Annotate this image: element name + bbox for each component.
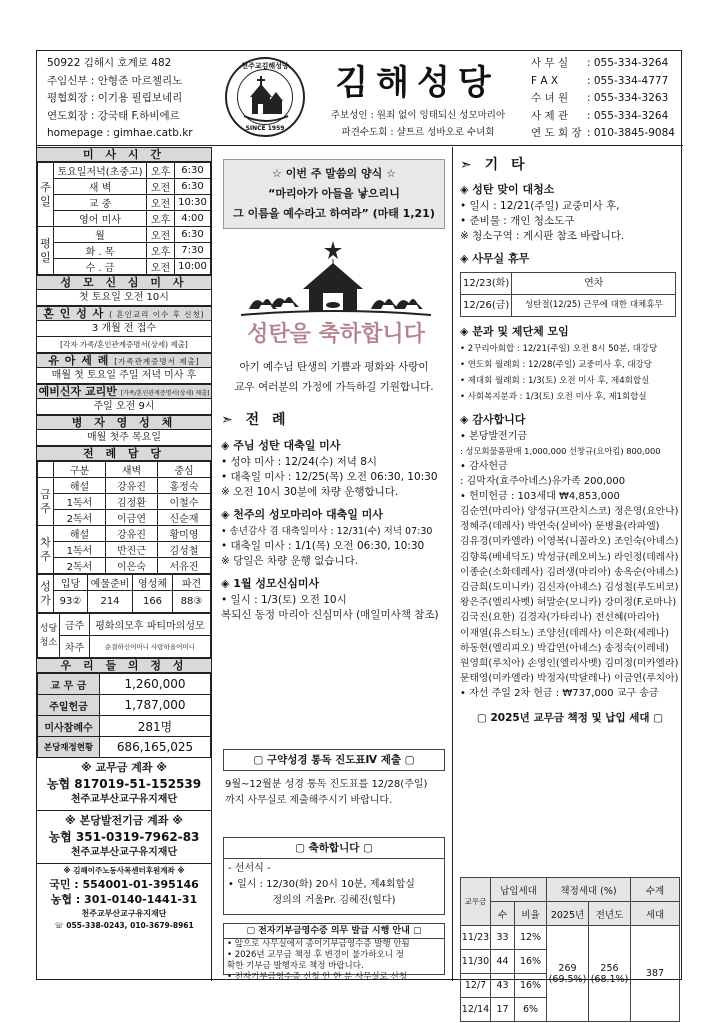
altar-head: 중심 [158, 462, 211, 478]
catechism-bar [37, 384, 211, 399]
donor-line: 이종순(소화데레사) 김려생(마리아) 송옥순(아녜스) [460, 566, 679, 578]
hymn-val: 93② [54, 591, 88, 613]
nativity-icon [241, 239, 431, 349]
tithe-rowlabel: 교무금 [461, 878, 491, 926]
nativity-illustration [241, 239, 431, 349]
donor-line: 김향록(베네딕도) 박성규(레오비노) 라인정(데레사) [460, 551, 679, 563]
altar-cell: 서유진 [158, 558, 211, 574]
account-owner: 천주교부산교구유지재단 [70, 794, 178, 805]
altar-cell: 1독서 [54, 542, 106, 558]
table-row [38, 575, 211, 591]
youth-president: 연도회장 : 강국태 F.하비에르 [47, 109, 180, 122]
jan-line: • 일시 : 1/3(토) 오전 10시 [221, 594, 347, 606]
tithe-set-2025-pct: (69.5%) [548, 973, 587, 985]
donor-line: 김순연(마리아) 양성규(프란치스코) 정은영(요안나) [460, 506, 679, 517]
marriage-bar [37, 306, 211, 321]
sisters: 파견수도회 : 샬트르 성바오로 수녀회 [341, 127, 495, 138]
altar-table [37, 461, 211, 574]
offering-value: 1,260,000 [100, 674, 211, 695]
tithe-ratio: 6% [515, 998, 547, 1022]
receipt-line: • 앞으로 사무실에서 종이기부금영수증 발행 안됨 [227, 939, 410, 949]
altar-cell: 홍정숙 [158, 478, 211, 494]
office-date: 12/23(화) [461, 273, 512, 295]
table-row [38, 195, 211, 211]
thanks-line: : 김막자(효주아녜스)유가족 200,000 [460, 476, 626, 487]
receipt-title: ▢ 전자기부금영수증 의무 발급 시행 안내 ▢ [224, 924, 444, 939]
church-icon [237, 69, 293, 125]
tithe-set-prev-value: 256 [600, 962, 619, 974]
xmas-title: ◈ 주님 성탄 대축일 미사 [221, 439, 341, 452]
altar-cell: 황미영 [158, 526, 211, 542]
mass-ampm: 오전 [147, 179, 175, 195]
contact-key: 수 녀 원 [531, 92, 569, 104]
altar-next-label: 차주 [38, 526, 54, 574]
donor-line: 원영희(루치아) 손영인(엘리사벳) 김미정(미카엘라) [460, 658, 679, 670]
hymn-val: 88③ [173, 591, 211, 613]
blank-cell [38, 462, 54, 478]
donor-line: 김유경(미카엘라) 이영복(니꼴라오) 조인숙(아녜스) [460, 536, 679, 548]
congrats-title: ▢ 축하합니다 ▢ [224, 838, 444, 859]
contact-key: F A X [531, 74, 559, 87]
tithe-ratio: 12% [515, 926, 547, 950]
middle-column [213, 147, 453, 981]
altar-cell: 김정환 [106, 494, 158, 510]
verse-box [223, 159, 445, 229]
page-title: 김해성당 [335, 63, 499, 103]
mass-time: 7:30 [175, 243, 211, 259]
baptism: 매월 첫 토요일 주일 저녁 미사 후 [37, 368, 211, 384]
verse-line: 그 이름을 예수라고 하여라” (마태 1,21) [233, 207, 435, 220]
address: 50922 김해시 호계로 482 [47, 57, 172, 69]
offering-key: 주일헌금 [38, 695, 100, 716]
tithe-date: 11/30 [461, 950, 491, 974]
christmas-greeting [223, 357, 445, 397]
donor-names [460, 504, 680, 686]
verse-title: ☆ 이번 주 말씀의 양식 ☆ [272, 167, 396, 180]
logo-text: 천주교김해성당 [241, 62, 289, 70]
tithe-num: 43 [491, 974, 515, 998]
bible-title: ▢ 구약성경 통독 진도표Ⅳ 제출 ▢ [223, 749, 445, 771]
account-number: 농협 : 301-0140-1441-31 [50, 893, 198, 906]
office-closed-table [460, 272, 676, 317]
tithe-table [460, 877, 680, 1022]
meet-line: • 사회복지분과 : 1/3(토) 오전 미사 후, 제1회합실 [460, 392, 647, 402]
account-1 [37, 758, 211, 811]
mass-time: 10:00 [175, 259, 211, 275]
contacts [531, 55, 681, 143]
table-row [38, 259, 211, 275]
table-row [38, 614, 211, 636]
xmas-line: ※ 오전 10시 30분에 차량 운행합니다. [221, 486, 399, 498]
hymn-val: 214 [88, 591, 133, 613]
account-number: 국민 : 554001-01-395146 [49, 878, 199, 891]
altar-head: 구분 [54, 462, 106, 478]
hymn-label: 성가 [38, 575, 54, 613]
xmas-line: • 성야 미사 : 12/24(수) 저녁 8시 [221, 456, 378, 468]
thanks-line: • 헌미헌금 : 103세대 ₩4,853,000 [460, 491, 620, 502]
mass-name: 화 . 목 [54, 243, 147, 259]
offering-key: 미사참례수 [38, 716, 100, 737]
donor-line: 하동현(엘리피오) 박갑연(아녜스) 송정숙(이레네) [460, 642, 669, 654]
hymn-head: 파견 [173, 575, 211, 591]
homepage-link[interactable]: homepage : gimhae.catb.kr [47, 127, 193, 139]
verse-line: “마리아가 아들을 낳으리니 [268, 187, 400, 200]
congrats-line: • 일시 : 12/30(화) 20시 10분, 제4회합실 [228, 879, 415, 890]
offering-table [37, 673, 211, 758]
office-title: ◈ 사무실 휴무 [460, 252, 530, 265]
altar-cell: 반진근 [106, 542, 158, 558]
account-title: ※ 김해이주노동사목센터후원계좌 ※ [63, 866, 185, 875]
xmas-line: • 대축일 미사 : 12/25(목) 오전 06:30, 10:30 [221, 471, 438, 483]
clean-title: ◈ 성탄 맞이 대청소 [460, 183, 555, 196]
hymn-head: 예물준비 [88, 575, 133, 591]
altar-cell: 강유진 [106, 478, 158, 494]
tithe-set-2025-value: 269 [558, 962, 577, 974]
table-row [461, 878, 680, 902]
contact-value: : 055-334-3264 [587, 109, 669, 122]
mass-time: 10:30 [175, 195, 211, 211]
meet-title: ◈ 분과 및 제단체 모임 [460, 325, 569, 338]
office-reason: 성탄절(12/25) 근무에 대한 대체휴무 [512, 295, 676, 317]
etc-title: ➣ 기 타 [460, 157, 529, 173]
altar-cell: 해설 [54, 478, 106, 494]
liturgy-section [221, 409, 439, 623]
parish-logo [225, 57, 305, 137]
congrats-line: - 선서식 - [228, 863, 271, 874]
offering-value: 686,165,025 [100, 737, 211, 758]
thanks-line: • 감사헌금 [460, 461, 508, 472]
liturgy-title: ➣ 전 례 [221, 412, 290, 428]
mass-name: 새 벽 [54, 179, 147, 195]
donor-line: 정혜주(데레사) 박연숙(실비아) 문병율(라파엘) [460, 521, 660, 533]
mass-time: 6:30 [175, 179, 211, 195]
tithe-num: 17 [491, 998, 515, 1022]
contact-value: : 055-334-4777 [587, 74, 669, 87]
tithe-households: 387 [631, 926, 680, 1022]
account-phone: ☏ 055-338-0243, 010-3679-8961 [54, 921, 194, 930]
account-3 [37, 864, 211, 933]
contact-row [531, 125, 681, 143]
tithe-ratio-head: 비율 [515, 902, 547, 926]
congrats-box [223, 837, 445, 915]
congrats-line: 정의의 거울Pr. 김혜진(힐다) [272, 895, 396, 906]
table-row [38, 510, 211, 526]
marriage-1: 3 개월 전 접수 [37, 321, 211, 337]
altar-cell: 이은숙 [106, 558, 158, 574]
bible-box [223, 749, 445, 829]
sick: 매월 첫주 목요일 [37, 430, 211, 446]
contact-value: : 010-3845-9084 [587, 127, 675, 139]
table-row [38, 716, 211, 737]
table-row [38, 591, 211, 613]
donor-line: 김금희(도미니카) 김신자(아녜스) 김성철(루도비코) [460, 582, 679, 594]
table-row [38, 674, 211, 695]
mass-ampm: 오전 [147, 259, 175, 275]
receipt-line: • 전자기부금영수증 신청 안 한 분 사무실로 신청 [227, 972, 407, 982]
tithe-count-head: 수계 [631, 878, 680, 902]
right-column [454, 147, 683, 1015]
receipt-line: • 2026년 교무금 책정 후 변경이 불가하오니 정 [227, 950, 404, 960]
account-title: ※ 본당발전기금 계좌 ※ [65, 814, 183, 827]
patron-saint: 주보성인 : 원죄 없이 잉태되신 성모마리아 [330, 110, 506, 121]
table-row [461, 902, 680, 926]
thanks-line: : 성모회물품판매 1,000,000 선창규(요아킴) 800,000 [460, 446, 661, 456]
title-sub [313, 107, 523, 141]
altar-cell: 해설 [54, 526, 106, 542]
donor-line: 문태영(미카엘라) 박정자(막달레나) 이금연(루치아) [460, 673, 679, 685]
heart-mass: 첫 토요일 오전 10시 [37, 290, 211, 306]
table-row [38, 494, 211, 510]
mass-name: 영어 미사 [54, 211, 147, 227]
meet-line: • 연도회 월례회 : 12/28(주일) 교중미사 후, 대강당 [460, 360, 652, 370]
mass-ampm: 오후 [147, 163, 175, 179]
mass-times-title: 미 사 시 간 [37, 147, 211, 162]
mass-ampm: 오전 [147, 227, 175, 243]
marriage-title: 혼 인 성 사 [43, 307, 105, 320]
clean-line: • 일시 : 12/21(주일) 교중미사 후, [460, 200, 620, 212]
weekday-label: 평일 [38, 227, 54, 275]
sunday-label: 주일 [38, 163, 54, 227]
greeting-line: 아기 예수님 탄생의 기쁨과 평화와 사랑이 [239, 361, 429, 373]
contact-value: : 055-334-3263 [587, 92, 669, 104]
mass-time: 6:30 [175, 227, 211, 243]
tithe-set-2025 [547, 926, 589, 1022]
clean-line: ※ 청소구역 : 게시판 참조 바랍니다. [460, 230, 625, 242]
table-row [38, 542, 211, 558]
mass-time: 4:00 [175, 211, 211, 227]
office-date: 12/26(금) [461, 295, 512, 317]
offering-value: 281명 [100, 716, 211, 737]
meet-line: • 2꾸리아회합 : 12/21(주일) 오전 8시 50분, 대강당 [460, 344, 658, 354]
bible-line: 9월~12월분 성경 통독 진도표를 12/28(주일) [225, 779, 428, 790]
contact-row [531, 108, 681, 126]
tithe-prev-head: 전년도 [589, 902, 631, 926]
tithe-date: 11/23 [461, 926, 491, 950]
cleaning-label: 성당청소 [38, 614, 60, 658]
mass-name: 수 . 금 [54, 259, 147, 275]
offering-value: 1,787,000 [100, 695, 211, 716]
table-row [38, 636, 211, 658]
table-row [38, 243, 211, 259]
altar-cell: 신순재 [158, 510, 211, 526]
marriage-note: ( 혼인교리 이수 후 신청) [109, 310, 205, 319]
table-row [38, 163, 211, 179]
contact-value: : 055-334-3264 [587, 57, 669, 69]
jan-title: ◈ 1월 성모신심미사 [221, 577, 320, 590]
cleaning-who: 순결하신어머니 사랑하올어머니 [90, 636, 211, 658]
table-row [38, 462, 211, 478]
table-row [38, 737, 211, 758]
table-row [38, 179, 211, 195]
receipt-box [223, 923, 445, 982]
offering-key: 본당재정현황 [38, 737, 100, 758]
mass-ampm: 오후 [147, 243, 175, 259]
account-2 [37, 811, 211, 864]
account-number: 농협 351-0319-7962-83 [48, 830, 200, 844]
baptism-bar [37, 353, 211, 368]
hymn-val: 166 [133, 591, 173, 613]
table-row [38, 695, 211, 716]
altar-cell: 이금연 [106, 510, 158, 526]
mary-line: • 대축일 미사 : 1/1(목) 오전 06:30, 10:30 [221, 540, 425, 552]
marriage-2: [각자 가족/혼인관계증명서(상세) 제출] [37, 337, 211, 353]
altar-cell: 2독서 [54, 558, 106, 574]
altar-cell: 이철수 [158, 494, 211, 510]
baptism-title: 유 아 세 례 [48, 354, 110, 367]
mary-line: ※ 당일은 차량 운행 없습니다. [221, 555, 359, 567]
contact-row [531, 90, 681, 108]
account-owner: 천주교부산교구유지재단 [70, 847, 178, 858]
council-president: 평협회장 : 이기용 필립보네리 [47, 92, 183, 104]
tithe-count-head-2: 세대 [631, 902, 680, 926]
mary-line: • 송년감사 겸 대축일미사 : 12/31(수) 저녁 07:30 [221, 526, 433, 537]
table-row [461, 273, 676, 295]
altar-cell: 김성철 [158, 542, 211, 558]
clean-line: • 준비물 : 개인 청소도구 [460, 215, 575, 227]
bible-line: 까지 사무실로 제출해주시기 바랍니다. [225, 795, 393, 806]
mass-name: 교 중 [54, 195, 147, 211]
tithe-set-prev [589, 926, 631, 1022]
mass-times-table [37, 162, 211, 275]
tithe-2025-head: 2025년 [547, 902, 589, 926]
thanks-line: • 자선 주일 2차 헌금 : ₩737,000 교구 송금 [460, 688, 659, 700]
christmas-banner: 성탄을 축하합니다 [247, 322, 425, 347]
catechism-title: 예비신자 교리반 [38, 385, 117, 398]
offering-title: 우 리 들 의 정 성 [37, 658, 211, 673]
tithe-date: 12/7 [461, 974, 491, 998]
tithe-paid-head: 납입세대 [491, 878, 547, 902]
altar-cell: 2독서 [54, 510, 106, 526]
account-owner: 천주교부산교구유지재단 [81, 909, 167, 918]
header [37, 51, 683, 146]
pastor: 주임신부 : 안형준 마르첼리노 [47, 74, 183, 87]
tithe-set-head: 책정세대 (%) [547, 878, 631, 902]
cleaning-table [37, 613, 211, 658]
altar-head: 새벽 [106, 462, 158, 478]
cleaning-week: 차주 [60, 636, 90, 658]
heart-mass-title: 성 모 신 심 미 사 [37, 275, 211, 290]
mass-name: 토요일저녁(초중고) [54, 163, 147, 179]
table-row [38, 558, 211, 574]
mass-time: 6:30 [175, 163, 211, 179]
donor-line: 김국진(요한) 김경자(가타리나) 전선혜(마리아) [460, 612, 660, 624]
hymn-table [37, 574, 211, 613]
jan-line: 복되신 동정 마리아 신심미사 (매일미사책 참조) [221, 609, 439, 621]
altar-cell: 1독서 [54, 494, 106, 510]
contact-key: 연 도 회 장 [531, 127, 582, 139]
table-row [461, 295, 676, 317]
mary-title: ◈ 천주의 성모마리아 대축일 미사 [221, 508, 383, 521]
tithe-num: 33 [491, 926, 515, 950]
table-row [38, 227, 211, 243]
cleaning-who: 평화의모후 파티마의성모 [90, 614, 211, 636]
donor-line: 이재열(유스티노) 조양선(데레사) 이은화(세레나) [460, 627, 669, 639]
table-row [38, 526, 211, 542]
hymn-head: 입당 [54, 575, 88, 591]
mass-name: 월 [54, 227, 147, 243]
etc-section [460, 153, 680, 727]
tithe-set-prev-pct: (68.1%) [590, 973, 629, 985]
sick-title: 병 자 영 성 체 [37, 415, 211, 430]
logo-since: SINCE 1959 [245, 125, 285, 132]
left-column [37, 147, 212, 981]
table-row [38, 478, 211, 494]
tithe-date: 12/14 [461, 998, 491, 1022]
altar-cell: 강유진 [106, 526, 158, 542]
cleaning-week: 금주 [60, 614, 90, 636]
tithe-ratio: 16% [515, 950, 547, 974]
account-number: 농협 817019-51-152539 [46, 777, 202, 791]
tithe-title: ▢ 2025년 교무금 책정 및 납입 세대 ▢ [476, 712, 664, 725]
altar-sun-label: 금주 [38, 478, 54, 526]
meet-line: • 제대회 월례회 : 1/3(토) 오전 미사 후, 제4회합실 [460, 376, 650, 386]
contact-row [531, 73, 681, 91]
mass-ampm: 오전 [147, 195, 175, 211]
donor-line: 왕은주(엘리사벳) 허말순(모니카) 강미정(F.로마나) [460, 597, 677, 609]
account-title: ※ 교무금 계좌 ※ [80, 761, 167, 774]
thanks-title: ◈ 감사합니다 [460, 413, 526, 426]
thanks-line: • 본당발전기금 [460, 431, 528, 442]
receipt-line: 확한 기부금 발행자로 책정 바랍니다. [227, 961, 364, 971]
office-reason: 연차 [512, 273, 676, 295]
hymn-head: 영성체 [133, 575, 173, 591]
parish-info [47, 55, 217, 143]
table-row [38, 211, 211, 227]
contact-row [531, 55, 681, 73]
offering-key: 교 무 금 [38, 674, 100, 695]
contact-key: 사 제 관 [531, 109, 569, 122]
catechism: 주일 오전 9시 [37, 399, 211, 415]
bulletin-page [36, 50, 682, 1015]
baptism-note: [가족관계증명서 제출] [114, 357, 200, 366]
mass-ampm: 오후 [147, 211, 175, 227]
catechism-note: [가족/혼인관계증명서(상세) 제출] [120, 390, 210, 397]
table-row [461, 926, 680, 950]
altar-title: 전 례 담 당 [37, 446, 211, 461]
tithe-num-head: 수 [491, 902, 515, 926]
tithe-num: 44 [491, 950, 515, 974]
contact-key: 사 무 실 [531, 57, 569, 69]
tithe-ratio: 16% [515, 974, 547, 998]
greeting-line: 교우 여러분의 가정에 가득하길 기원합니다. [234, 381, 434, 393]
